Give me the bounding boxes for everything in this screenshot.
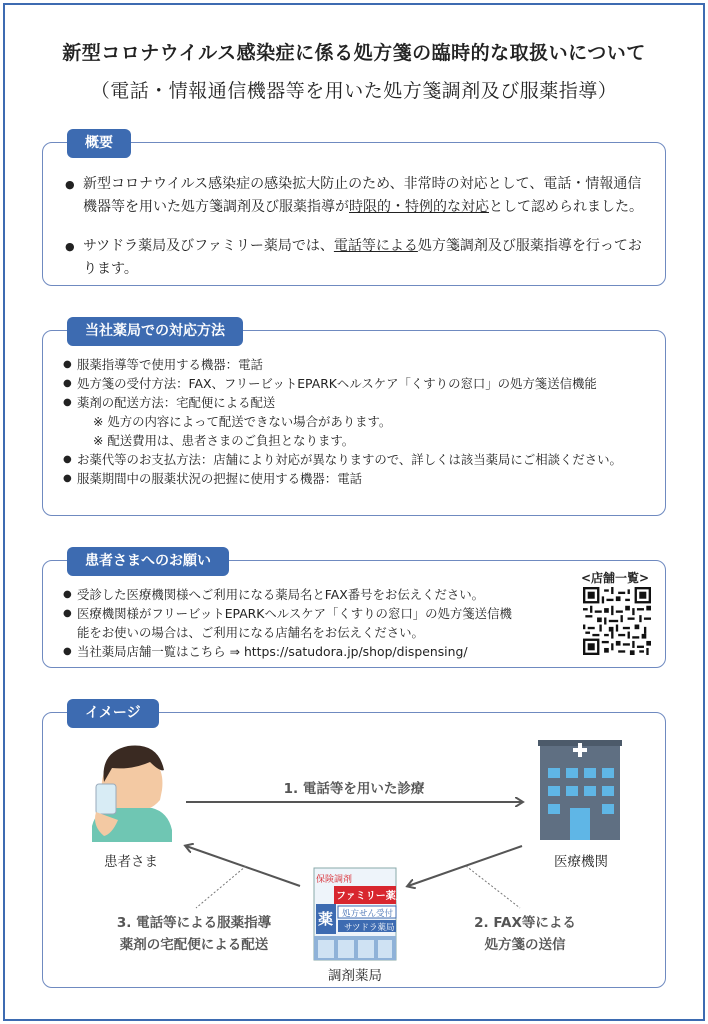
arrow-step3 xyxy=(186,846,300,886)
method-item: ● 薬剤の配送方法：宅配便による配送 xyxy=(63,393,645,412)
overview-item-1: ● 新型コロナウイルス感染症の感染拡大防止のため、非常時の対応として、電話・情報通信機器等を用いた処方箋調剤及び服薬指導が時限的・特例的な対応として認められました。 xyxy=(65,173,643,219)
method-item: ● お薬代等のお支払方法：店舗により対応が異なりますので、詳しくは該当薬局にご相談ください。 xyxy=(63,450,645,469)
method-box xyxy=(42,323,666,516)
page-subtitle: （電話・情報通信機器等を用いた処方箋調剤及び服薬指導） xyxy=(90,80,618,102)
pharmacy-label: 調剤薬局 xyxy=(328,968,382,984)
method-note: ※ 配送費用は、患者さまのご負担となります。 xyxy=(93,433,355,448)
method-item: ● 処方箋の受付方法：FAX、フリービットEPARKヘルスケア「くすりの窓口」の処方箋送信機能 xyxy=(63,374,645,393)
sign-service: 処方せん受付 xyxy=(342,909,394,919)
overview-heading: 概要 xyxy=(67,129,131,158)
request-item: ● 当社薬局店舗一覧はこちら ⇒ https://satudora.jp/shop/dispensing/ xyxy=(63,642,515,661)
sign-brand: ファミリー薬局 xyxy=(336,891,406,902)
leader-step2 xyxy=(466,866,520,908)
arrow-step2 xyxy=(408,846,522,886)
page-title: 新型コロナウイルス感染症に係る処方箋の臨時的な取扱いについて xyxy=(62,42,646,64)
step2-label: 2. FAX等による 処方箋の送信 xyxy=(474,915,576,953)
patient-label: 患者さま xyxy=(104,854,158,870)
qr-label: <店舗一覧> xyxy=(581,571,650,585)
sign-name: サツドラ薬局 xyxy=(344,923,395,933)
leader-step3 xyxy=(196,866,246,908)
method-note: ※ 処方の内容によって配送できない場合があります。 xyxy=(93,414,392,429)
hospital-label: 医療機関 xyxy=(554,854,608,870)
request-heading: 患者さまへのお願い xyxy=(67,547,229,576)
method-item: ● 服薬指導等で使用する機器：電話 xyxy=(63,355,645,374)
sign-top: 保険調剤 xyxy=(316,875,353,885)
patient-illustration xyxy=(92,746,172,843)
image-heading: イメージ xyxy=(67,699,159,728)
overview-box xyxy=(42,135,666,286)
request-box xyxy=(42,553,666,668)
method-item: ● 服薬期間中の服薬状況の把握に使用する機器：電話 xyxy=(63,469,645,488)
overview-item-2: ● サツドラ薬局及びファミリー薬局では、電話等による処方箋調剤及び服薬指導を行っております。 xyxy=(65,235,643,281)
method-heading: 当社薬局での対応方法 xyxy=(67,317,243,346)
qr-code[interactable] xyxy=(583,587,651,655)
step3-label: 3. 電話等による服薬指導 薬剤の宅配便による配送 xyxy=(116,915,272,953)
sign-kanji: 薬 xyxy=(318,910,334,928)
hospital-illustration xyxy=(538,740,622,840)
request-item: ● 医療機関様がフリービットEPARKヘルスケア「くすりの窓口」の処方箋送信機能をお使いの場合は、ご利用になる店舗名をお伝えください。 xyxy=(63,604,515,642)
step1-label: 1. 電話等を用いた診療 xyxy=(283,781,425,797)
request-item: ● 受診した医療機関様へご利用になる薬局名とFAX番号をお伝えください。 xyxy=(63,585,515,604)
